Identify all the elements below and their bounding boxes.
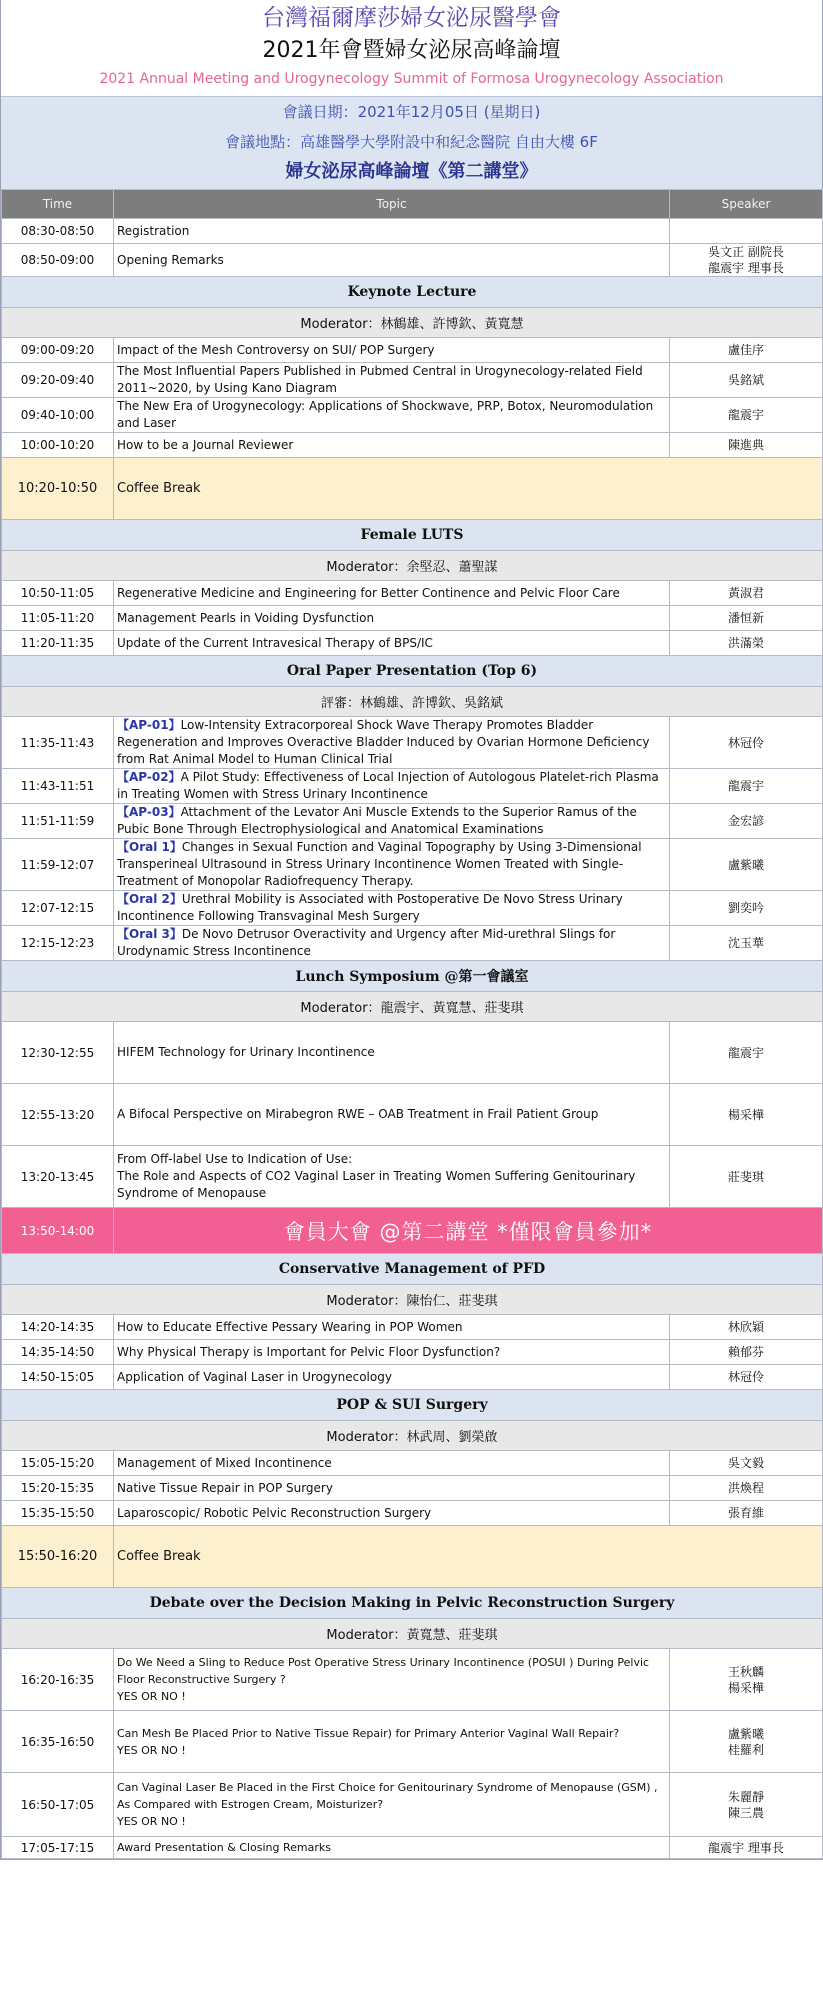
table-row: [2, 581, 823, 606]
time-cell: 14:20-14:35: [2, 1315, 114, 1340]
topic-text: Update of the Current Intravesical Therapy of BPS/IC: [117, 635, 433, 650]
topic-cell: Coffee Break: [114, 458, 823, 520]
section-header-row: [2, 520, 823, 551]
table-row: [2, 433, 823, 458]
topic-text: De Novo Detrusor Overactivity and Urgency after Mid-urethral Slings for Urodynamic Stress Incontinence: [117, 927, 616, 958]
time-cell: 13:20-13:45: [2, 1146, 114, 1208]
topic-text: Registration: [117, 223, 190, 238]
topic-cell: [114, 1501, 670, 1526]
moderator-text: 評審：林鶴雄、許博欽、吳銘斌: [2, 687, 823, 717]
coffee-break-row: [2, 1526, 823, 1588]
topic-text: Management of Mixed Incontinence: [117, 1455, 332, 1470]
table-row: [2, 338, 823, 363]
topic-text: Why Physical Therapy is Important for Pelvic Floor Dysfunction?: [117, 1344, 501, 1359]
general-meeting-row: [2, 1208, 823, 1254]
speaker-cell: 張育維: [670, 1501, 823, 1526]
topic-text: Can Mesh Be Placed Prior to Native Tissue Repair) for Primary Anterior Vaginal Wall Repair? YES OR NO !: [117, 1726, 620, 1757]
topic-cell: [114, 1649, 670, 1711]
topic-cell: Coffee Break: [114, 1526, 823, 1588]
time-cell: 16:50-17:05: [2, 1773, 114, 1837]
topic-cell: [114, 926, 670, 961]
topic-cell: [114, 1022, 670, 1084]
time-cell: 10:20-10:50: [2, 458, 114, 520]
topic-cell: [114, 433, 670, 458]
table-row: [2, 1837, 823, 1859]
table-row: [2, 1451, 823, 1476]
section-title: Keynote Lecture: [2, 277, 823, 308]
speaker-cell: 林欣穎: [670, 1315, 823, 1340]
table-row: [2, 1084, 823, 1146]
column-header-topic: Topic: [114, 190, 670, 219]
moderator-text: Moderator：陳怡仁、莊斐琪: [2, 1285, 823, 1315]
time-cell: 11:59-12:07: [2, 839, 114, 891]
time-cell: 12:55-13:20: [2, 1084, 114, 1146]
table-row: [2, 926, 823, 961]
topic-text: Urethral Mobility is Associated with Postoperative De Novo Stress Urinary Incontinence Following Transvaginal Mesh Surgery: [117, 892, 623, 923]
table-row: [2, 244, 823, 277]
table-header-row: [2, 190, 823, 219]
schedule-table: [1, 189, 823, 1859]
moderator-text: Moderator：余堅忍、蕭聖謀: [2, 551, 823, 581]
topic-cell: [114, 1773, 670, 1837]
speaker-cell: 劉奕吟: [670, 891, 823, 926]
time-cell: 12:07-12:15: [2, 891, 114, 926]
speaker-cell: 林冠伶: [670, 1365, 823, 1390]
meeting-title: 2021年會暨婦女泌尿高峰論壇: [262, 38, 561, 63]
speaker-cell: 黃淑君: [670, 581, 823, 606]
time-cell: 11:20-11:35: [2, 631, 114, 656]
section-title: POP & SUI Surgery: [2, 1390, 823, 1421]
time-cell: 16:35-16:50: [2, 1711, 114, 1773]
time-cell: 15:35-15:50: [2, 1501, 114, 1526]
time-cell: 14:35-14:50: [2, 1340, 114, 1365]
speaker-cell: 盧佳序: [670, 338, 823, 363]
table-row: [2, 398, 823, 433]
moderator-row: [2, 687, 823, 717]
time-cell: 15:50-16:20: [2, 1526, 114, 1588]
section-header-row: [2, 656, 823, 687]
section-header-row: [2, 1588, 823, 1619]
program-header: [1, 0, 822, 96]
table-row: [2, 891, 823, 926]
speaker-cell: 楊采樺: [670, 1084, 823, 1146]
table-row: [2, 1773, 823, 1837]
topic-cell: [114, 398, 670, 433]
section-title: Conservative Management of PFD: [2, 1254, 823, 1285]
speaker-cell: 龍震宇 理事長: [670, 1837, 823, 1859]
time-cell: 10:50-11:05: [2, 581, 114, 606]
time-cell: 13:50-14:00: [2, 1208, 114, 1254]
speaker-cell: 洪滿榮: [670, 631, 823, 656]
table-row: [2, 1146, 823, 1208]
speaker-cell: 盧紫曦: [670, 839, 823, 891]
speaker-cell: 林冠伶: [670, 717, 823, 769]
topic-cell: [114, 363, 670, 398]
table-row: [2, 1501, 823, 1526]
time-cell: 16:20-16:35: [2, 1649, 114, 1711]
paper-tag: 【AP-02】: [117, 770, 181, 784]
topic-cell: [114, 219, 670, 244]
topic-cell: [114, 244, 670, 277]
paper-tag: 【AP-01】: [117, 718, 181, 732]
topic-cell: [114, 1476, 670, 1501]
time-cell: 09:40-10:00: [2, 398, 114, 433]
speaker-cell: 吳文正 副院長 龍震宇 理事長: [670, 244, 823, 277]
topic-cell: [114, 581, 670, 606]
time-cell: 11:43-11:51: [2, 769, 114, 804]
paper-tag: 【AP-03】: [117, 805, 181, 819]
topic-text: How to Educate Effective Pessary Wearing in POP Women: [117, 1319, 463, 1334]
table-row: [2, 769, 823, 804]
moderator-row: [2, 308, 823, 338]
meeting-info: [1, 96, 822, 189]
table-row: [2, 1365, 823, 1390]
topic-text: Laparoscopic/ Robotic Pelvic Reconstruction Surgery: [117, 1505, 432, 1520]
section-title: Female LUTS: [2, 520, 823, 551]
time-cell: 15:20-15:35: [2, 1476, 114, 1501]
meeting-venue: 會議地點：高雄醫學大學附設中和紀念醫院 自由大樓 6F: [225, 133, 598, 151]
moderator-text: Moderator：林鶴雄、許博欽、黃寬慧: [2, 308, 823, 338]
topic-cell: [114, 1365, 670, 1390]
topic-cell: [114, 1146, 670, 1208]
topic-cell: [114, 1340, 670, 1365]
general-meeting-text: 會員大會 @第二講堂 *僅限會員參加*: [114, 1208, 823, 1254]
table-row: [2, 1022, 823, 1084]
topic-cell: [114, 1315, 670, 1340]
speaker-cell: 龍震宇: [670, 398, 823, 433]
topic-cell: [114, 804, 670, 839]
meeting-title-en: 2021 Annual Meeting and Urogynecology Summit of Formosa Urogynecology Association: [99, 71, 724, 87]
topic-text: Award Presentation & Closing Remarks: [117, 1841, 331, 1854]
speaker-cell: 莊斐琪: [670, 1146, 823, 1208]
section-title: Lunch Symposium @第一會議室: [2, 961, 823, 992]
time-cell: 14:50-15:05: [2, 1365, 114, 1390]
moderator-text: Moderator：黃寬慧、莊斐琪: [2, 1619, 823, 1649]
moderator-text: Moderator：林武周、劉榮啟: [2, 1421, 823, 1451]
time-cell: 12:15-12:23: [2, 926, 114, 961]
section-header-row: [2, 277, 823, 308]
topic-cell: [114, 1711, 670, 1773]
time-cell: 17:05-17:15: [2, 1837, 114, 1859]
moderator-row: [2, 1421, 823, 1451]
section-header-row: [2, 961, 823, 992]
topic-text: Opening Remarks: [117, 252, 224, 267]
topic-text: A Bifocal Perspective on Mirabegron RWE – OAB Treatment in Frail Patient Group: [117, 1107, 599, 1121]
table-row: [2, 363, 823, 398]
time-cell: 10:00-10:20: [2, 433, 114, 458]
topic-text: Changes in Sexual Function and Vaginal Topography by Using 3-Dimensional Transperineal Ultrasound in Stress Urinary Incontinence Women Treated with Single-Treatment of Monopolar Radiofrequency Therapy.: [117, 840, 642, 888]
topic-text: Application of Vaginal Laser in Urogynecology: [117, 1369, 392, 1384]
table-row: [2, 717, 823, 769]
topic-cell: [114, 769, 670, 804]
moderator-row: [2, 1619, 823, 1649]
table-row: [2, 219, 823, 244]
speaker-cell: 潘恒新: [670, 606, 823, 631]
section-header-row: [2, 1390, 823, 1421]
topic-text: The New Era of Urogynecology: Applications of Shockwave, PRP, Botox, Neuromodulation and Laser: [117, 399, 654, 430]
speaker-cell: 吳文毅: [670, 1451, 823, 1476]
time-cell: 11:05-11:20: [2, 606, 114, 631]
topic-text: Management Pearls in Voiding Dysfunction: [117, 610, 375, 625]
table-row: [2, 1711, 823, 1773]
time-cell: 11:51-11:59: [2, 804, 114, 839]
meeting-date: 會議日期：2021年12月05日 (星期日): [282, 103, 541, 121]
topic-text: A Pilot Study: Effectiveness of Local Injection of Autologous Platelet-rich Plasma in Treating Women with Stress Urinary Incontinence: [117, 770, 659, 801]
moderator-row: [2, 992, 823, 1022]
topic-text: Regenerative Medicine and Engineering for Better Continence and Pelvic Floor Care: [117, 585, 620, 600]
topic-text: Can Vaginal Laser Be Placed in the First Choice for Genitourinary Syndrome of Menopause (GSM) , As Compared with Estrogen Cream, Moisturizer? YES OR NO !: [117, 1781, 658, 1828]
column-header-speaker: Speaker: [670, 190, 823, 219]
speaker-cell: 賴郁芬: [670, 1340, 823, 1365]
time-cell: 15:05-15:20: [2, 1451, 114, 1476]
section-title: Debate over the Decision Making in Pelvic Reconstruction Surgery: [2, 1588, 823, 1619]
table-row: [2, 839, 823, 891]
time-cell: 08:30-08:50: [2, 219, 114, 244]
topic-text: The Most Influential Papers Published in Pubmed Central in Urogynecology-related Field 2011~2020, by Using Kano Diagram: [117, 364, 643, 395]
schedule-body: [2, 219, 823, 1859]
topic-text: HIFEM Technology for Urinary Incontinence: [117, 1045, 375, 1059]
speaker-cell: 吳銘斌: [670, 363, 823, 398]
topic-cell: [114, 1837, 670, 1859]
topic-text: Do We Need a Sling to Reduce Post Operative Stress Urinary Incontinence (POSUI ) During Pelvic Floor Reconstructive Surgery ? YES OR NO !: [117, 1656, 650, 1703]
topic-cell: [114, 1084, 670, 1146]
speaker-cell: 陳進典: [670, 433, 823, 458]
speaker-cell: [670, 219, 823, 244]
topic-cell: [114, 338, 670, 363]
section-header-row: [2, 1254, 823, 1285]
topic-cell: [114, 631, 670, 656]
paper-tag: 【Oral 3】: [117, 927, 182, 941]
speaker-cell: 龍震宇: [670, 1022, 823, 1084]
time-cell: 09:20-09:40: [2, 363, 114, 398]
topic-cell: [114, 1451, 670, 1476]
paper-tag: 【Oral 2】: [117, 892, 182, 906]
time-cell: 08:50-09:00: [2, 244, 114, 277]
topic-text: Attachment of the Levator Ani Muscle Extends to the Superior Ramus of the Pubic Bone Through Electrophysiological and Anatomical Examinations: [117, 805, 637, 836]
table-row: [2, 1476, 823, 1501]
topic-cell: [114, 891, 670, 926]
speaker-cell: 王秋麟 楊采樺: [670, 1649, 823, 1711]
table-row: [2, 1315, 823, 1340]
association-title: 台灣福爾摩莎婦女泌尿醫學會: [262, 5, 561, 31]
time-cell: 11:35-11:43: [2, 717, 114, 769]
session-title: 婦女泌尿高峰論壇《第二講堂》: [285, 161, 538, 182]
topic-text: Native Tissue Repair in POP Surgery: [117, 1480, 333, 1495]
speaker-cell: 盧紫曦 桂羅利: [670, 1711, 823, 1773]
moderator-text: Moderator：龍震宇、黃寬慧、莊斐琪: [2, 992, 823, 1022]
section-title: Oral Paper Presentation (Top 6): [2, 656, 823, 687]
table-row: [2, 606, 823, 631]
coffee-break-row: [2, 458, 823, 520]
speaker-cell: 沈玉華: [670, 926, 823, 961]
table-row: [2, 1649, 823, 1711]
moderator-row: [2, 1285, 823, 1315]
moderator-row: [2, 551, 823, 581]
speaker-cell: 朱麗靜 陳三農: [670, 1773, 823, 1837]
topic-text: From Off-label Use to Indication of Use: The Role and Aspects of CO2 Vaginal Laser in Treating Women Suffering Genitourinary Syndrome of Menopause: [117, 1152, 636, 1200]
column-header-time: Time: [2, 190, 114, 219]
time-cell: 09:00-09:20: [2, 338, 114, 363]
table-row: [2, 804, 823, 839]
table-row: [2, 1340, 823, 1365]
topic-cell: [114, 606, 670, 631]
topic-text: Impact of the Mesh Controversy on SUI/ POP Surgery: [117, 342, 435, 357]
speaker-cell: 金宏諺: [670, 804, 823, 839]
topic-cell: [114, 717, 670, 769]
topic-text: Low-Intensity Extracorporeal Shock Wave Therapy Promotes Bladder Regeneration and Improves Overactive Bladder Induced by Ovarian Hormone Deficiency from Rat Animal Model to Human Clinical Trial: [117, 718, 650, 766]
topic-text: How to be a Journal Reviewer: [117, 437, 294, 452]
speaker-cell: 龍震宇: [670, 769, 823, 804]
time-cell: 12:30-12:55: [2, 1022, 114, 1084]
topic-cell: [114, 839, 670, 891]
table-row: [2, 631, 823, 656]
speaker-cell: 洪煥程: [670, 1476, 823, 1501]
paper-tag: 【Oral 1】: [117, 840, 182, 854]
